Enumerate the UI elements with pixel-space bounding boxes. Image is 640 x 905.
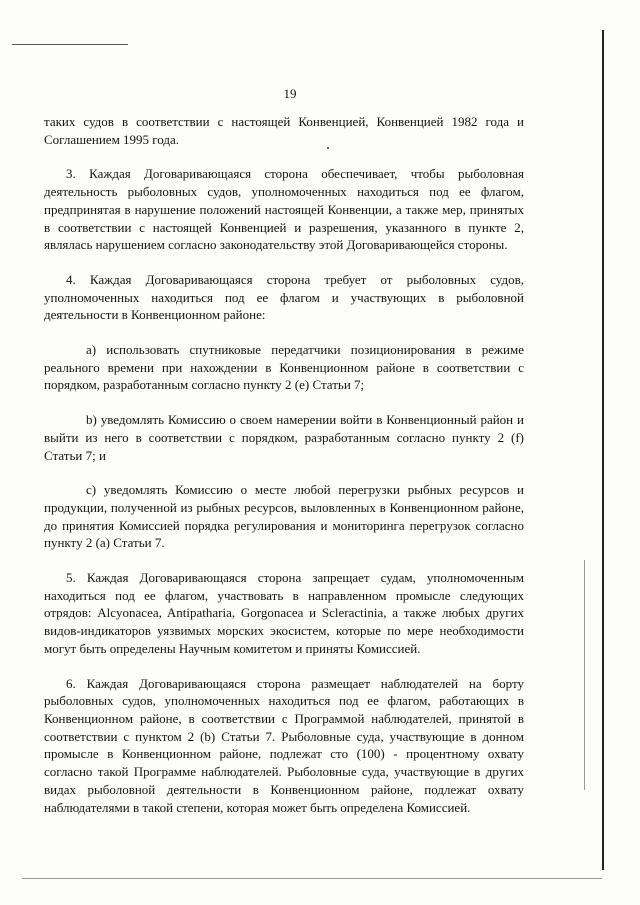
subparagraph-a: a) использовать спутниковые передатчики позиционирования в режиме реального времени при нахождении в Конвенционном районе в соответствии с порядком, разработанным согласно пункту 2 (e) Статьи 7;	[44, 342, 524, 393]
page-number: 19	[283, 86, 297, 101]
subparagraph-b: b) уведомлять Комиссию о своем намерении войти в Конвенционный район и выйти из него в соответствии с порядком, разработанным согласно пункту 2 (f) Статьи 7; и	[44, 412, 524, 463]
paragraph-continuation: таких судов в соответствии с настоящей Конвенцией, Конвенцией 1982 года и Соглашением 1995 года.	[44, 114, 524, 147]
paragraph-4: 4. Каждая Договаривающаяся сторона требует от рыболовных судов, уполномоченных находиться под ее флагом и участвующих в рыболовной деятельности в Конвенционном районе:	[44, 271, 524, 323]
paragraph-6: 6. Каждая Договаривающаяся сторона размещает наблюдателей на борту рыболовных судов, уполномоченных находиться под ее флагом, работающих в Конвенционном районе, в соответствии с Программой наблюдателей, принятой в соответствии с пунктом 2 (b) Статьи 7. Рыболовные суда, участвующие в донном промысле в Конвенционном районе, подлежат сто (100) - процентному охвату согласно такой Программе наблюдателей. Рыболовные суда, участвующие в других видах рыболовной деятельности в Конвенционном районе, подлежат охвату наблюдателями в такой степени, которая может быть определена Комиссией.	[44, 675, 524, 815]
scan-edge-line-top	[12, 44, 128, 45]
document-body	[44, 113, 524, 833]
paragraph-5: 5. Каждая Договаривающаяся сторона запрещает судам, уполномоченным находиться под ее флагом, участвовать в направленном промысле следующих отрядов: Alcyonacea, Antipatharia, Gorgonacea и Scleractinia, а также любых других видов-индикаторов уязвимых морских экосистем, которые по мере необходимости могут быть определены Научным комитетом и приняты Комиссией.	[44, 570, 524, 656]
scan-edge-line-bottom	[22, 878, 602, 879]
subparagraph-c: c) уведомлять Комиссию о месте любой перегрузки рыбных ресурсов и продукции, полученной из рыбных ресурсов, выловленных в Конвенционном районе, до принятия Комиссией порядка регулирования и мониторинга перегрузок согласно пункту 2 (a) Статьи 7.	[44, 482, 524, 551]
scan-edge-line-right	[602, 30, 604, 870]
paragraph-3: 3. Каждая Договаривающаяся сторона обеспечивает, чтобы рыболовная деятельность рыболовных судов, уполномоченных находиться под ее флагом, предпринятая в нарушение положений настоящей Конвенции, а также мер, принятых в соответствии с настоящей Конвенцией и разрешения, указанного в пункте 2, являлась нарушением согласно законодательству этой Договаривающейся стороны.	[44, 166, 524, 253]
scan-edge-line-right-faint	[584, 560, 585, 790]
